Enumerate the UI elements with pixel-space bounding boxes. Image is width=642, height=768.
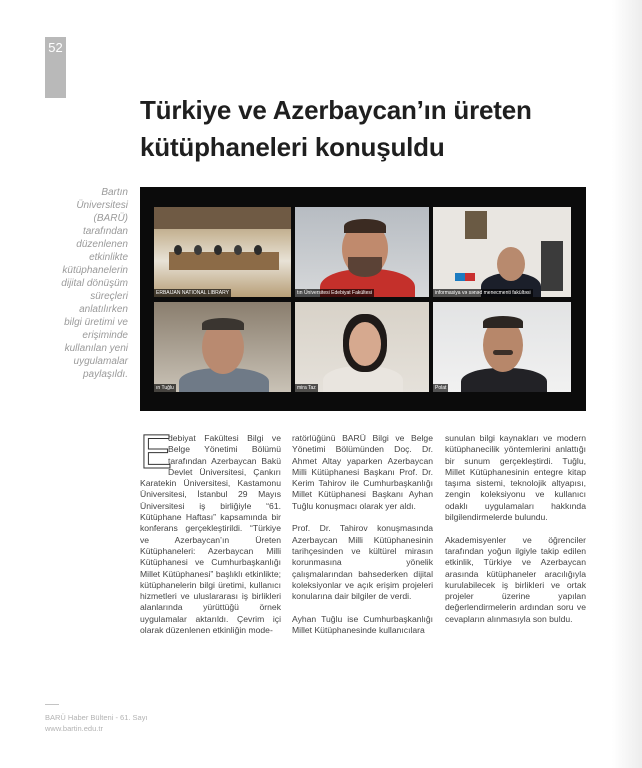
video-tile-speaker-5: [295, 302, 429, 392]
footer-publication: BARÜ Haber Bülteni - 61. Sayı: [45, 713, 148, 722]
article-title-line-2: kütüphaneleri konuşuldu: [140, 132, 445, 162]
footer-website[interactable]: www.bartin.edu.tr: [45, 724, 103, 733]
video-tile-speaker-3: [433, 207, 571, 297]
page-edge-shadow: [612, 0, 642, 768]
video-tile-label: tın Üniversitesi Edebiyat Fakültesi: [297, 290, 373, 296]
article-paragraph: Akademisyenler ve öğrenciler tarafından yoğun ilgiyle takip edilen etkinlik, Türkiye ve Azerbaycan arasında kütüphaneler aracılığıyla kurulabilecek iş birlikleri ve ortak projeler üzerine yapılan değerlendirmelerin ardından soru ve cevapların alınmasıyla son buldu.: [445, 534, 586, 624]
article-title: [140, 92, 580, 166]
article-column-1: [140, 426, 281, 648]
article-paragraph: sunulan bilgi kaynakları ve modern kütüphanecilik yöntemlerini anlattığı bir sunum gerçekleştirdi. Tuğlu, Millet Kütüphanesinin entegre kitap taşıma sistemi, teknolojik altyapısı, zengin koleksiyonu ve kullanıcı odaklı uygulamaları hakkında bilgilendirmelerde bulundu.: [445, 433, 586, 523]
page-number: 52: [45, 37, 66, 98]
sidebar-summary: Bartın Üniversitesi (BARÜ) tarafından düzenlenen etkinlikte kütüphanelerin dijital dönüşüm süreçleri anlatılırken bilgi üretimi ve erişiminde kullanılan yeni uygulamalar paylaşıldı.: [61, 187, 128, 380]
article-column-3: [445, 433, 586, 636]
video-tile-speaker-2: [295, 207, 429, 297]
article-title-line-1: Türkiye ve Azerbaycan’ın üreten: [140, 95, 532, 125]
video-tile-label: informasiya və sənəd menecmenti fakültəsi: [435, 290, 531, 296]
video-tile-library: [154, 207, 291, 297]
video-tile-label: ın Tuğlu: [156, 385, 174, 391]
video-tile-label: mira Taz: [297, 385, 316, 391]
article-paragraph: Ayhan Tuğlu ise Cumhurbaşkanlığı Millet Kütüphanesinde kullanıcılara: [292, 613, 433, 636]
footer: [45, 712, 148, 734]
footer-divider: [45, 704, 59, 705]
dropcap-letter: E: [140, 426, 173, 479]
video-tile-label: ERBAIJAN NATIONAL LIBRARY: [156, 290, 229, 296]
video-tile-speaker-4: [154, 302, 291, 392]
video-tile-speaker-6: [433, 302, 571, 392]
video-tile-label: Polat: [435, 385, 447, 391]
article-paragraph: ratörlüğünü BARÜ Bilgi ve Belge Yönetimi Bölümünden Doç. Dr. Ahmet Altay yaparken Azerbaycan Milli Kütüphanesi Başkanı Prof. Dr. Kerim Tahirov ile Cumhurbaşkanlığı Millet Kütüphanesi Başkanı Ayhan Tuğlu konuşmacı olarak yer aldı.: [292, 433, 433, 511]
article-paragraph: debiyat Fakültesi Bilgi ve Belge Yönetimi Bölümü tarafından Azerbaycan Bakü Devlet Üniversitesi, Çankırı Karatekin Üniversitesi, Kastamonu Üniversitesi, İstanbul 29 Mayıs Üniversitesi iş birliğiyle “61. Kütüphane Haftası” kapsamında bir konferans gerçekleştirildi. “Türkiye ve Azerbaycan’ın Üreten Kütüphaneleri: Azerbaycan Milli Kütüphanesi ve Cumhurbaşkanlığı Millet Kütüphanesi” başlıklı etkinlikte; kütüphanelerin bilgi üretimi, kullanıcı hizmetleri ve uluslararası iş birlikleri alanlarında yürüttüğü örnek uygulamalar aktarıldı. Çevrim içi olarak düzenlenen etkinliğin mode-: [140, 433, 281, 636]
article-column-2: [292, 433, 433, 648]
article-paragraph: Prof. Dr. Tahirov konuşmasında Azerbaycan Milli Kütüphanesinin tarihçesinden ve kültürel mirasın korunmasına yönelik çalışmalarından bahsederken dijital koleksiyonlar ve açık erişim projeleri konularına dair bilgiler de verdi.: [292, 523, 433, 602]
dropcap: [140, 426, 173, 479]
video-conference-photo: [140, 187, 586, 411]
